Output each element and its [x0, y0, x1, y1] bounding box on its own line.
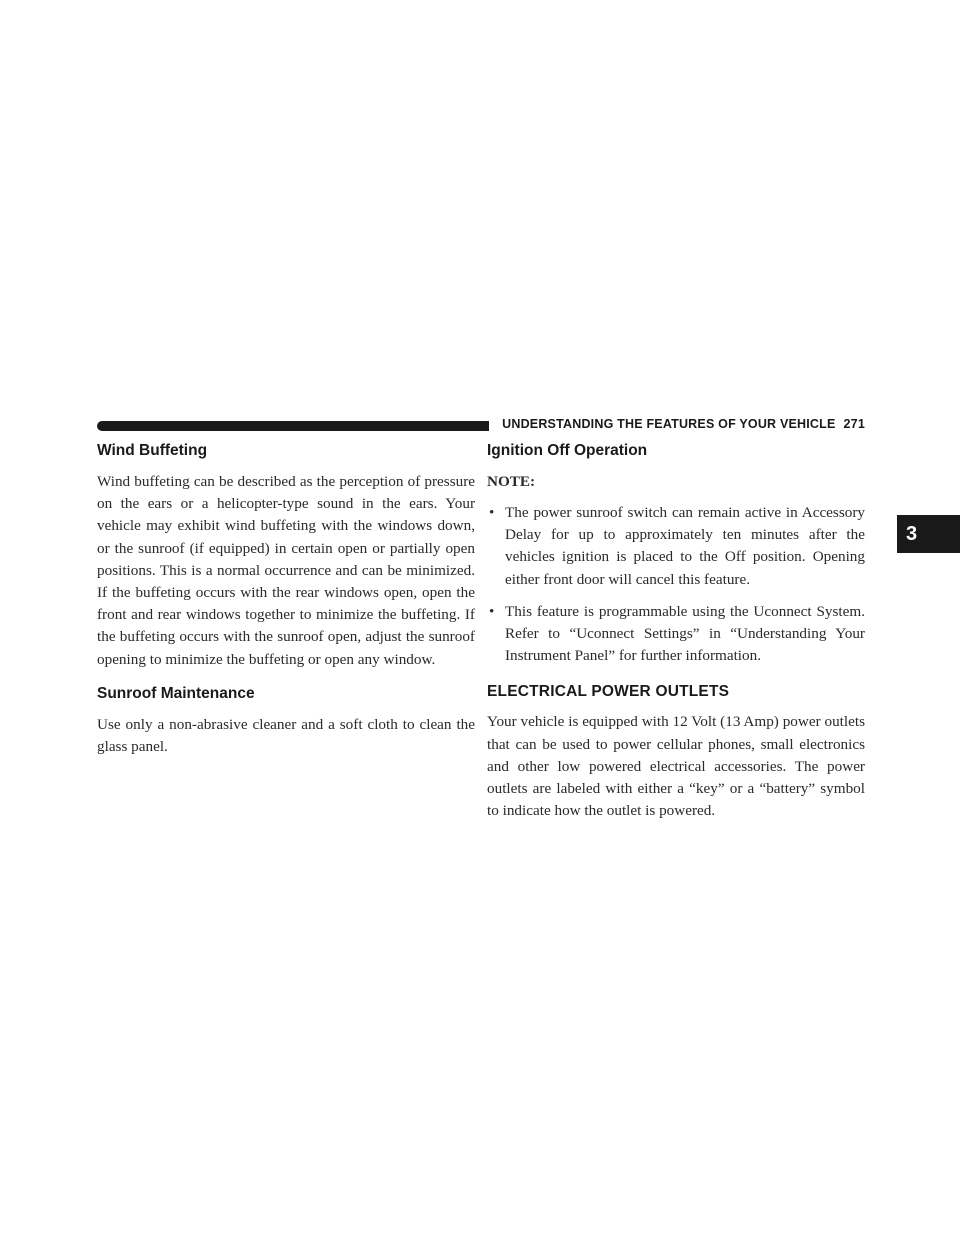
power-outlets-body: Your vehicle is equipped with 12 Volt (13 Amp) power outlets that can be used to power cellular phones, small electronics and other low powered electrical accessories. The power outlets are labeled with either a “key” or a “battery” symbol to indicate how the outlet is powered.: [487, 713, 865, 820]
list-item: [487, 502, 865, 591]
chapter-tab: 3: [897, 515, 960, 553]
list-item: [487, 601, 865, 668]
bullet-text: This feature is programmable using the Uconnect System. Refer to “Uconnect Settings” in “Understanding Your Instrument Panel” for further information.: [505, 602, 865, 665]
power-outlets-heading: ELECTRICAL POWER OUTLETS: [487, 683, 730, 701]
wind-buffeting-heading: Wind Buffeting: [97, 442, 208, 459]
wind-buffeting-body: Wind buffeting can be described as the perception of pressure on the ears or a helicopter-type sound in the ears. Your vehicle may exhibit wind buffeting with the windows down, or the sunroof (if equipped) in certain open or partially open positions. This is a normal occurrence and can be minimized. If the buffeting occurs with the rear windows open, open the front and rear windows together to minimize the buffeting. If the buffeting occurs with the sunroof open, adjust the sunroof opening to minimize the buffeting or open any window.: [97, 473, 475, 668]
bullet-text: The power sunroof switch can remain active in Accessory Delay for up to approximately ten minutes after the vehicles ignition is placed to the Off position. Opening either front door will cancel this feature.: [505, 504, 865, 588]
bullet-icon: •: [489, 504, 495, 521]
sunroof-maintenance-body: Use only a non-abrasive cleaner and a soft cloth to clean the glass panel.: [97, 715, 475, 756]
section-title: UNDERSTANDING THE FEATURES OF YOUR VEHICLE: [502, 417, 836, 431]
ignition-off-heading: Ignition Off Operation: [487, 442, 648, 459]
header-rule: [97, 421, 489, 431]
page-number: 271: [843, 417, 865, 431]
running-header: [500, 417, 865, 435]
sunroof-maintenance-heading: Sunroof Maintenance: [97, 684, 255, 702]
note-label: NOTE:: [487, 473, 536, 490]
right-column: [487, 440, 865, 822]
note-bullet-list: [487, 502, 865, 667]
bullet-icon: •: [489, 602, 495, 620]
left-column: [97, 440, 475, 758]
